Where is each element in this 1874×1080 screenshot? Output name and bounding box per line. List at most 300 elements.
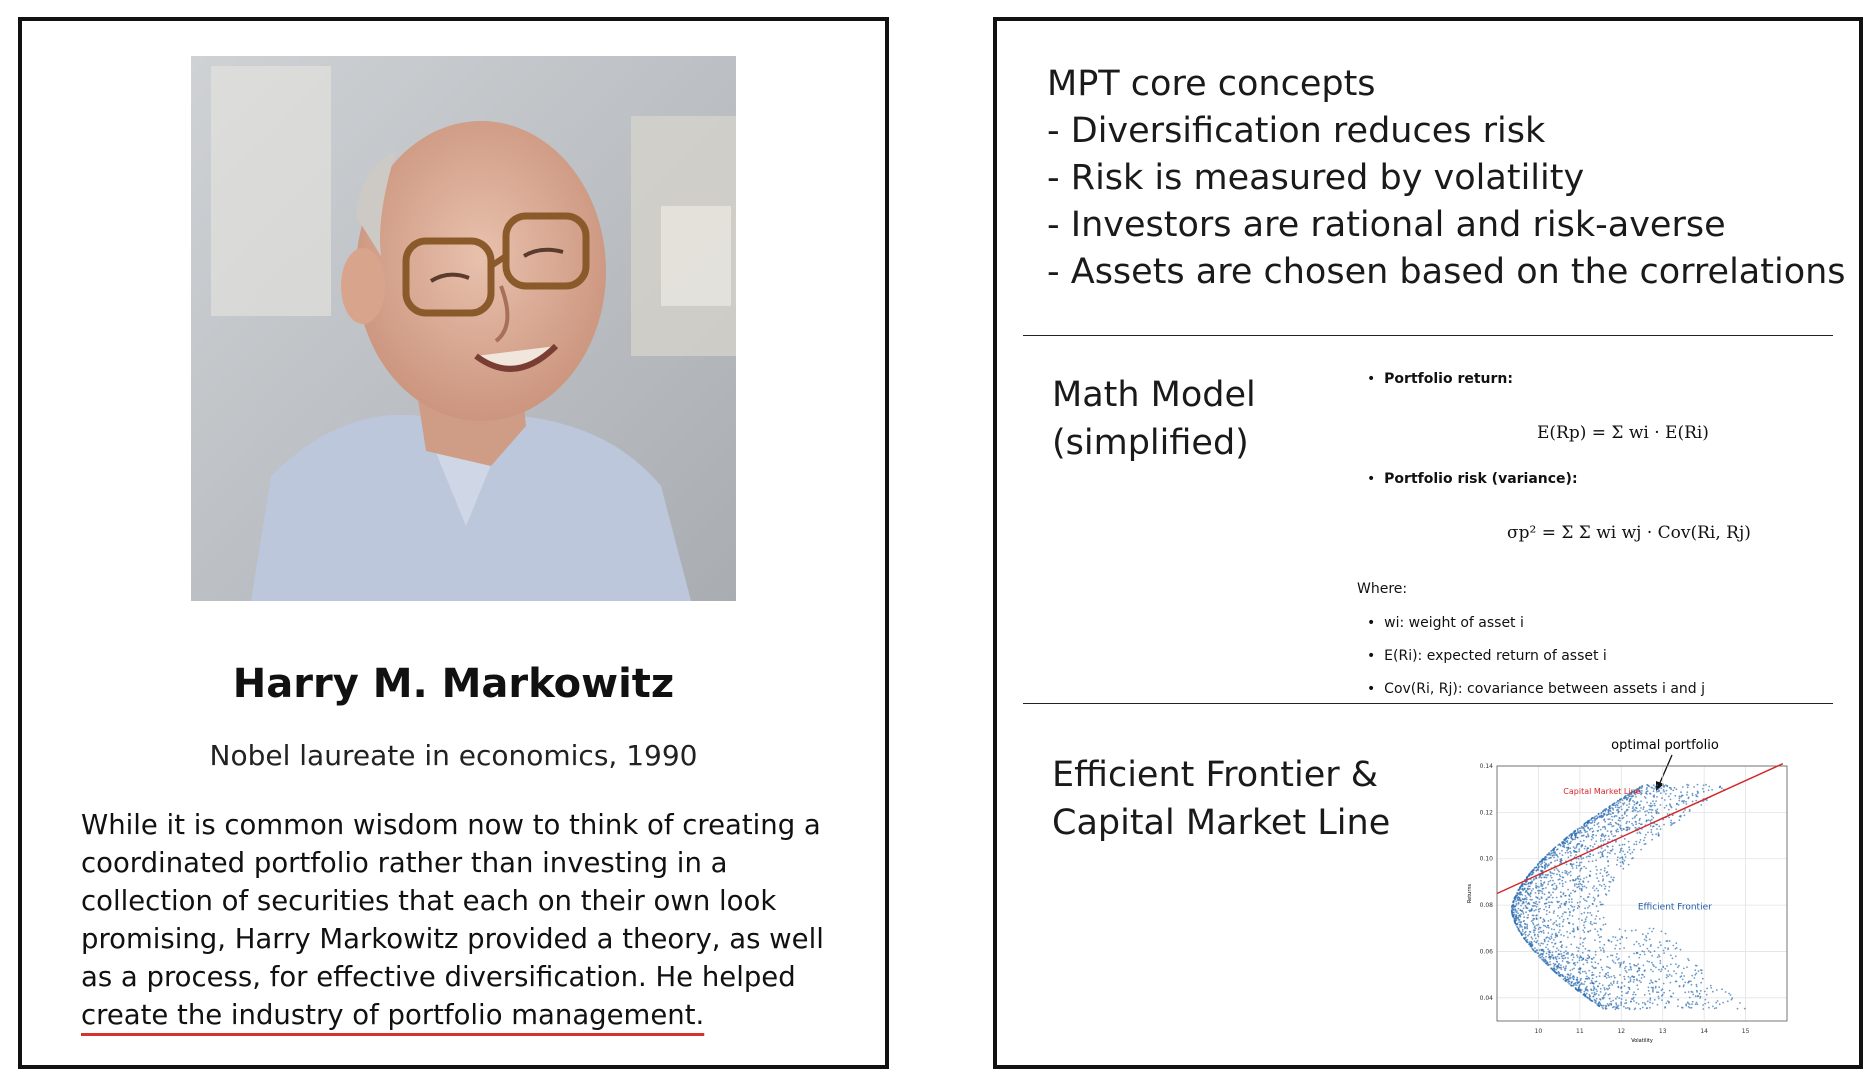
- scatter-point: [1569, 975, 1571, 977]
- scatter-point: [1612, 879, 1614, 881]
- scatter-point: [1567, 981, 1569, 983]
- scatter-point: [1686, 803, 1688, 805]
- scatter-point: [1529, 874, 1531, 876]
- scatter-point: [1572, 969, 1574, 971]
- scatter-point: [1597, 963, 1599, 965]
- scatter-point: [1641, 793, 1643, 795]
- scatter-point: [1548, 927, 1550, 929]
- scatter-point: [1583, 898, 1585, 900]
- scatter-point: [1537, 890, 1539, 892]
- scatter-point: [1568, 856, 1570, 858]
- scatter-point: [1630, 853, 1632, 855]
- scatter-point: [1675, 808, 1677, 810]
- scatter-point: [1529, 931, 1531, 933]
- scatter-point: [1581, 982, 1583, 984]
- scatter-point: [1567, 957, 1569, 959]
- scatter-point: [1580, 991, 1582, 993]
- chart-svg: [1447, 731, 1847, 1051]
- scatter-point: [1628, 864, 1630, 866]
- scatter-point: [1578, 947, 1580, 949]
- scatter-point: [1592, 846, 1594, 848]
- scatter-point: [1663, 789, 1665, 791]
- scatter-point: [1605, 808, 1607, 810]
- scatter-point: [1577, 950, 1579, 952]
- scatter-point: [1600, 851, 1602, 853]
- scatter-point: [1523, 907, 1525, 909]
- scatter-point: [1631, 998, 1633, 1000]
- scatter-point: [1534, 947, 1536, 949]
- scatter-point: [1563, 966, 1565, 968]
- scatter-point: [1613, 961, 1615, 963]
- scatter-point: [1544, 877, 1546, 879]
- scatter-point: [1549, 896, 1551, 898]
- scatter-point: [1515, 924, 1517, 926]
- concept-item: - Risk is measured by volatility: [1047, 158, 1585, 198]
- scatter-point: [1550, 935, 1552, 937]
- scatter-point: [1617, 856, 1619, 858]
- scatter-point: [1571, 901, 1573, 903]
- scatter-point: [1635, 841, 1637, 843]
- scatter-point: [1627, 851, 1629, 853]
- scatter-point: [1640, 849, 1642, 851]
- scatter-point: [1624, 1003, 1626, 1005]
- scatter-point: [1540, 917, 1542, 919]
- scatter-point: [1652, 826, 1654, 828]
- efficient-frontier-chart: [1447, 731, 1847, 1051]
- scatter-point: [1694, 977, 1696, 979]
- scatter-point: [1594, 824, 1596, 826]
- scatter-point: [1600, 829, 1602, 831]
- scatter-point: [1562, 960, 1564, 962]
- scatter-point: [1525, 934, 1527, 936]
- scatter-point: [1675, 942, 1677, 944]
- scatter-point: [1625, 1007, 1627, 1009]
- scatter-point: [1619, 844, 1621, 846]
- scatter-point: [1559, 853, 1561, 855]
- scatter-point: [1604, 821, 1606, 823]
- scatter-point: [1540, 864, 1542, 866]
- frontier-points: [1511, 784, 1746, 1011]
- scatter-point: [1574, 839, 1576, 841]
- scatter-point: [1526, 928, 1528, 930]
- scatter-point: [1532, 915, 1534, 917]
- scatter-point: [1703, 791, 1705, 793]
- scatter-point: [1725, 991, 1727, 993]
- scatter-point: [1623, 962, 1625, 964]
- scatter-point: [1598, 880, 1600, 882]
- scatter-point: [1540, 883, 1542, 885]
- scatter-point: [1728, 993, 1730, 995]
- scatter-point: [1559, 883, 1561, 885]
- scatter-point: [1577, 956, 1579, 958]
- scatter-point: [1549, 961, 1551, 963]
- scatter-point: [1598, 826, 1600, 828]
- scatter-point: [1540, 885, 1542, 887]
- scatter-point: [1568, 974, 1570, 976]
- scatter-point: [1634, 816, 1636, 818]
- scatter-point: [1568, 838, 1570, 840]
- scatter-point: [1619, 928, 1621, 930]
- scatter-point: [1648, 812, 1650, 814]
- scatter-point: [1620, 825, 1622, 827]
- scatter-point: [1511, 910, 1513, 912]
- scatter-point: [1596, 976, 1598, 978]
- scatter-point: [1568, 979, 1570, 981]
- scatter-point: [1526, 942, 1528, 944]
- scatter-point: [1573, 909, 1575, 911]
- scatter-point: [1586, 900, 1588, 902]
- scatter-point: [1538, 943, 1540, 945]
- scatter-point: [1538, 924, 1540, 926]
- scatter-point: [1643, 840, 1645, 842]
- scatter-point: [1604, 975, 1606, 977]
- scatter-point: [1573, 846, 1575, 848]
- scatter-point: [1581, 867, 1583, 869]
- scatter-point: [1621, 815, 1623, 817]
- scatter-point: [1577, 962, 1579, 964]
- scatter-point: [1558, 972, 1560, 974]
- bio-line: While it is common wisdom now to think of creating a: [81, 809, 821, 841]
- scatter-point: [1569, 914, 1571, 916]
- scatter-point: [1569, 851, 1571, 853]
- scatter-point: [1563, 975, 1565, 977]
- scatter-point: [1651, 931, 1653, 933]
- scatter-point: [1561, 850, 1563, 852]
- scatter-point: [1615, 841, 1617, 843]
- scatter-point: [1515, 900, 1517, 902]
- scatter-point: [1609, 818, 1611, 820]
- scatter-point: [1548, 852, 1550, 854]
- scatter-point: [1624, 978, 1626, 980]
- scatter-point: [1712, 1006, 1714, 1008]
- scatter-point: [1579, 990, 1581, 992]
- scatter-point: [1573, 983, 1575, 985]
- scatter-point: [1657, 1004, 1659, 1006]
- scatter-point: [1568, 908, 1570, 910]
- scatter-point: [1603, 987, 1605, 989]
- scatter-point: [1663, 952, 1665, 954]
- mpt-summary-card: [993, 17, 1863, 1069]
- scatter-point: [1661, 968, 1663, 970]
- scatter-point: [1518, 902, 1520, 904]
- scatter-point: [1535, 883, 1537, 885]
- scatter-point: [1554, 943, 1556, 945]
- scatter-point: [1593, 989, 1595, 991]
- scatter-point: [1595, 923, 1597, 925]
- scatter-point: [1658, 834, 1660, 836]
- scatter-point: [1577, 983, 1579, 985]
- scatter-point: [1559, 929, 1561, 931]
- scatter-point: [1621, 798, 1623, 800]
- scatter-point: [1541, 890, 1543, 892]
- scatter-point: [1689, 997, 1691, 999]
- scatter-point: [1595, 993, 1597, 995]
- scatter-point: [1599, 983, 1601, 985]
- scatter-point: [1614, 835, 1616, 837]
- scatter-point: [1570, 984, 1572, 986]
- scatter-point: [1607, 818, 1609, 820]
- scatter-point: [1639, 980, 1641, 982]
- scatter-point: [1590, 845, 1592, 847]
- annotation-arrow: [1659, 755, 1672, 785]
- scatter-point: [1715, 1002, 1717, 1004]
- scatter-point: [1529, 903, 1531, 905]
- scatter-point: [1577, 837, 1579, 839]
- scatter-point: [1536, 950, 1538, 952]
- scatter-point: [1541, 861, 1543, 863]
- scatter-point: [1628, 976, 1630, 978]
- scatter-point: [1532, 922, 1534, 924]
- scatter-point: [1612, 936, 1614, 938]
- scatter-point: [1558, 879, 1560, 881]
- scatter-point: [1611, 984, 1613, 986]
- concepts-list: [1047, 61, 1846, 296]
- scatter-point: [1593, 900, 1595, 902]
- scatter-point: [1570, 855, 1572, 857]
- scatter-point: [1587, 990, 1589, 992]
- scatter-point: [1528, 910, 1530, 912]
- scatter-point: [1689, 1003, 1691, 1005]
- scatter-point: [1615, 945, 1617, 947]
- scatter-point: [1579, 901, 1581, 903]
- scatter-point: [1516, 926, 1518, 928]
- scatter-point: [1563, 839, 1565, 841]
- scatter-point: [1548, 932, 1550, 934]
- scatter-point: [1581, 858, 1583, 860]
- scatter-point: [1553, 946, 1555, 948]
- scatter-point: [1534, 905, 1536, 907]
- scatter-point: [1628, 987, 1630, 989]
- scatter-point: [1550, 862, 1552, 864]
- scatter-point: [1532, 888, 1534, 890]
- scatter-point: [1630, 966, 1632, 968]
- scatter-point: [1558, 907, 1560, 909]
- scatter-point: [1561, 903, 1563, 905]
- scatter-point: [1652, 1003, 1654, 1005]
- scatter-point: [1618, 802, 1620, 804]
- scatter-point: [1647, 960, 1649, 962]
- scatter-point: [1558, 871, 1560, 873]
- scatter-point: [1631, 823, 1633, 825]
- scatter-point: [1541, 877, 1543, 879]
- scatter-point: [1596, 815, 1598, 817]
- scatter-point: [1536, 887, 1538, 889]
- scatter-point: [1553, 912, 1555, 914]
- scatter-point: [1562, 885, 1564, 887]
- scatter-point: [1560, 896, 1562, 898]
- scatter-point: [1692, 1001, 1694, 1003]
- scatter-point: [1578, 850, 1580, 852]
- scatter-point: [1640, 824, 1642, 826]
- scatter-point: [1595, 967, 1597, 969]
- scatter-point: [1649, 928, 1651, 930]
- scatter-point: [1562, 913, 1564, 915]
- scatter-point: [1608, 814, 1610, 816]
- scatter-point: [1512, 904, 1514, 906]
- scatter-point: [1677, 999, 1679, 1001]
- scatter-point: [1588, 836, 1590, 838]
- scatter-point: [1658, 996, 1660, 998]
- scatter-point: [1557, 869, 1559, 871]
- scatter-point: [1584, 907, 1586, 909]
- concept-item: - Diversification reduces risk: [1047, 111, 1546, 151]
- scatter-point: [1571, 981, 1573, 983]
- scatter-point: [1604, 870, 1606, 872]
- scatter-point: [1579, 870, 1581, 872]
- scatter-point: [1596, 869, 1598, 871]
- scatter-point: [1681, 972, 1683, 974]
- scatter-point: [1663, 824, 1665, 826]
- scatter-point: [1567, 976, 1569, 978]
- scatter-point: [1555, 937, 1557, 939]
- scatter-point: [1637, 988, 1639, 990]
- scatter-point: [1655, 800, 1657, 802]
- scatter-point: [1658, 812, 1660, 814]
- scatter-point: [1645, 1004, 1647, 1006]
- scatter-point: [1626, 937, 1628, 939]
- scatter-point: [1658, 986, 1660, 988]
- scatter-point: [1647, 784, 1649, 786]
- scatter-point: [1542, 858, 1544, 860]
- scatter-point: [1553, 873, 1555, 875]
- formula-portfolio-return: E(Rp) = Σ wi · E(Ri): [1537, 423, 1709, 443]
- scatter-point: [1597, 986, 1599, 988]
- scatter-point: [1534, 867, 1536, 869]
- scatter-point: [1682, 1007, 1684, 1009]
- scatter-point: [1553, 965, 1555, 967]
- scatter-point: [1685, 1003, 1687, 1005]
- scatter-point: [1696, 965, 1698, 967]
- scatter-point: [1651, 815, 1653, 817]
- scatter-point: [1570, 892, 1572, 894]
- scatter-point: [1587, 896, 1589, 898]
- scatter-point: [1607, 972, 1609, 974]
- scatter-point: [1612, 804, 1614, 806]
- scatter-point: [1629, 1007, 1631, 1009]
- scatter-point: [1532, 948, 1534, 950]
- scatter-point: [1653, 784, 1655, 786]
- scatter-point: [1548, 920, 1550, 922]
- scatter-point: [1662, 966, 1664, 968]
- scatter-point: [1536, 906, 1538, 908]
- scatter-point: [1608, 835, 1610, 837]
- scatter-point: [1700, 982, 1702, 984]
- scatter-point: [1584, 848, 1586, 850]
- biography-text: [81, 806, 841, 1034]
- scatter-point: [1578, 883, 1580, 885]
- scatter-point: [1640, 800, 1642, 802]
- scatter-point: [1638, 957, 1640, 959]
- scatter-point: [1622, 862, 1624, 864]
- scatter-point: [1512, 902, 1514, 904]
- scatter-point: [1692, 994, 1694, 996]
- scatter-point: [1702, 978, 1704, 980]
- scatter-point: [1589, 950, 1591, 952]
- scatter-point: [1526, 890, 1528, 892]
- scatter-point: [1573, 957, 1575, 959]
- scatter-point: [1634, 804, 1636, 806]
- scatter-point: [1581, 844, 1583, 846]
- scatter-point: [1695, 1003, 1697, 1005]
- scatter-point: [1540, 942, 1542, 944]
- scatter-point: [1704, 991, 1706, 993]
- scatter-point: [1708, 1007, 1710, 1009]
- scatter-point: [1599, 998, 1601, 1000]
- scatter-point: [1633, 849, 1635, 851]
- scatter-point: [1597, 931, 1599, 933]
- scatter-point: [1599, 975, 1601, 977]
- scatter-point: [1546, 866, 1548, 868]
- scatter-point: [1617, 828, 1619, 830]
- scatter-point: [1583, 994, 1585, 996]
- scatter-point: [1654, 999, 1656, 1001]
- scatter-point: [1675, 948, 1677, 950]
- scatter-point: [1658, 790, 1660, 792]
- scatter-point: [1513, 912, 1515, 914]
- scatter-point: [1567, 937, 1569, 939]
- math-model-title: Math Model (simplified): [1052, 375, 1256, 463]
- scatter-point: [1531, 946, 1533, 948]
- scatter-point: [1583, 938, 1585, 940]
- scatter-point: [1594, 999, 1596, 1001]
- scatter-point: [1569, 880, 1571, 882]
- scatter-point: [1539, 954, 1541, 956]
- scatter-point: [1676, 788, 1678, 790]
- scatter-point: [1584, 981, 1586, 983]
- scatter-point: [1648, 950, 1650, 952]
- scatter-point: [1544, 865, 1546, 867]
- scatter-point: [1697, 995, 1699, 997]
- scatter-point: [1586, 856, 1588, 858]
- scatter-point: [1593, 922, 1595, 924]
- scatter-point: [1561, 880, 1563, 882]
- scatter-point: [1604, 989, 1606, 991]
- scatter-point: [1701, 972, 1703, 974]
- scatter-point: [1549, 905, 1551, 907]
- scatter-point: [1546, 927, 1548, 929]
- scatter-point: [1721, 787, 1723, 789]
- scatter-point: [1623, 817, 1625, 819]
- scatter-point: [1558, 932, 1560, 934]
- scatter-point: [1636, 832, 1638, 834]
- scatter-point: [1609, 886, 1611, 888]
- scatter-point: [1653, 788, 1655, 790]
- scatter-point: [1563, 952, 1565, 954]
- scatter-point: [1573, 963, 1575, 965]
- scatter-point: [1578, 918, 1580, 920]
- scatter-point: [1551, 872, 1553, 874]
- scatter-point: [1665, 793, 1667, 795]
- scatter-point: [1626, 829, 1628, 831]
- scatter-point: [1603, 1005, 1605, 1007]
- scatter-point: [1580, 827, 1582, 829]
- y-tick-label: 0.14: [1479, 763, 1493, 770]
- scatter-point: [1646, 802, 1648, 804]
- scatter-point: [1644, 969, 1646, 971]
- scatter-point: [1572, 915, 1574, 917]
- scatter-point: [1619, 857, 1621, 859]
- scatter-point: [1567, 918, 1569, 920]
- scatter-point: [1562, 872, 1564, 874]
- scatter-point: [1646, 1007, 1648, 1009]
- scatter-point: [1556, 961, 1558, 963]
- scatter-point: [1639, 819, 1641, 821]
- scatter-point: [1635, 821, 1637, 823]
- scatter-point: [1545, 906, 1547, 908]
- scatter-point: [1565, 901, 1567, 903]
- scatter-point: [1535, 892, 1537, 894]
- scatter-point: [1594, 898, 1596, 900]
